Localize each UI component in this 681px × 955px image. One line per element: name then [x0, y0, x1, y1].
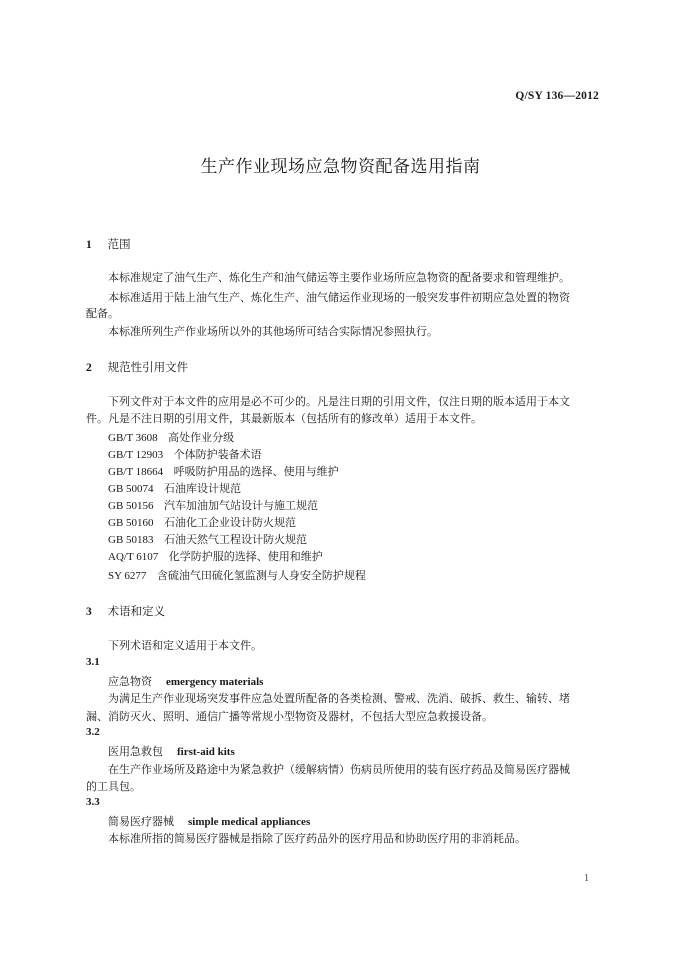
definition-line: 漏、消防灭火、照明、通信广播等常规小型物资及器材，不包括大型应急救援设备。	[86, 710, 493, 723]
section-title: 范围	[107, 237, 131, 251]
term-english: first-aid kits	[177, 746, 235, 758]
clause-number: 3.1	[86, 656, 100, 668]
term-chinese: 应急物资	[108, 675, 152, 688]
definition-line: 在生产作业场所及路途中为紧急救护（缓解病情）伤病员所使用的装有医疗药品及简易医疗器械	[108, 763, 570, 776]
section-number: 2	[86, 362, 92, 374]
term-heading	[108, 813, 310, 829]
paragraph-line: 本标准所列生产作业场所以外的其他场所可结合实际情况参照执行。	[108, 325, 438, 338]
reference-code: AQ/T 6107	[108, 551, 159, 563]
section-number: 1	[86, 239, 92, 251]
reference-item	[108, 497, 318, 513]
reference-title: 化学防护服的选择、使用和维护	[168, 550, 323, 563]
paragraph-line: 本标准适用于陆上油气生产、炼化生产、油气储运作业现场的一般突发事件初期应急处置的物资	[108, 291, 570, 304]
term-heading	[108, 743, 235, 759]
section-heading-normative-references	[86, 359, 188, 375]
reference-item	[108, 514, 296, 530]
clause-number: 3.2	[86, 726, 100, 738]
paragraph-line: 下列文件对于本文件的应用是必不可少的。凡是注日期的引用文件，仅注日期的版本适用于本文	[108, 395, 570, 408]
page-number: 1	[584, 873, 589, 884]
document-title: 生产作业现场应急物资配备选用指南	[200, 157, 481, 177]
reference-item	[108, 531, 307, 547]
term-chinese: 医用急救包	[108, 745, 163, 758]
term-english: emergency materials	[166, 676, 264, 688]
reference-code: GB 50160	[108, 517, 154, 529]
reference-code: SY 6277	[108, 570, 147, 582]
reference-code: GB/T 18664	[108, 466, 164, 478]
reference-code: GB 50156	[108, 500, 154, 512]
reference-code: GB/T 3608	[108, 432, 158, 444]
definition-line: 为满足生产作业现场突发事件应急处置所配备的各类检测、警戒、洗消、破拆、救生、输转、堵	[108, 692, 570, 705]
reference-item	[108, 567, 366, 583]
reference-title: 呼吸防护用品的选择、使用与维护	[173, 465, 339, 478]
reference-code: GB 50074	[108, 483, 154, 495]
paragraph-line: 下列术语和定义适用于本文件。	[108, 639, 262, 652]
standard-code: Q/SY 136—2012	[515, 90, 599, 102]
reference-title: 含硫油气田硫化氢监测与人身安全防护规程	[156, 569, 366, 582]
reference-item	[108, 463, 339, 479]
paragraph-line: 配备。	[86, 307, 119, 320]
definition-line: 的工具包。	[86, 780, 141, 793]
section-number: 3	[86, 606, 92, 618]
term-heading	[108, 673, 263, 689]
reference-title: 石油化工企业设计防火规范	[164, 516, 297, 529]
definition-line: 本标准所指的简易医疗器械是指除了医疗药品外的医疗用品和协助医疗用的非消耗品。	[108, 832, 526, 845]
reference-title: 个体防护装备术语	[173, 448, 262, 461]
term-english: simple medical appliances	[188, 816, 311, 828]
section-title: 规范性引用文件	[107, 360, 189, 374]
paragraph-line: 件。凡是不注日期的引用文件，其最新版本（包括所有的修改单）适用于本文件。	[86, 412, 482, 425]
reference-title: 石油库设计规范	[164, 482, 242, 495]
reference-title: 汽车加油加气站设计与施工规范	[164, 499, 319, 512]
section-title: 术语和定义	[107, 604, 166, 618]
reference-code: GB/T 12903	[108, 449, 164, 461]
reference-item	[108, 429, 234, 445]
reference-item	[108, 446, 262, 462]
reference-title: 石油天然气工程设计防火规范	[164, 533, 308, 546]
section-heading-scope	[86, 236, 131, 252]
reference-code: GB 50183	[108, 534, 154, 546]
clause-number: 3.3	[86, 796, 100, 808]
reference-item	[108, 548, 323, 564]
reference-title: 高处作业分级	[168, 431, 235, 444]
term-chinese: 简易医疗器械	[108, 815, 174, 828]
reference-item	[108, 480, 241, 496]
paragraph-line: 本标准规定了油气生产、炼化生产和油气储运等主要作业场所应急物资的配备要求和管理维护。	[108, 271, 570, 284]
section-heading-terms-definitions	[86, 603, 165, 619]
